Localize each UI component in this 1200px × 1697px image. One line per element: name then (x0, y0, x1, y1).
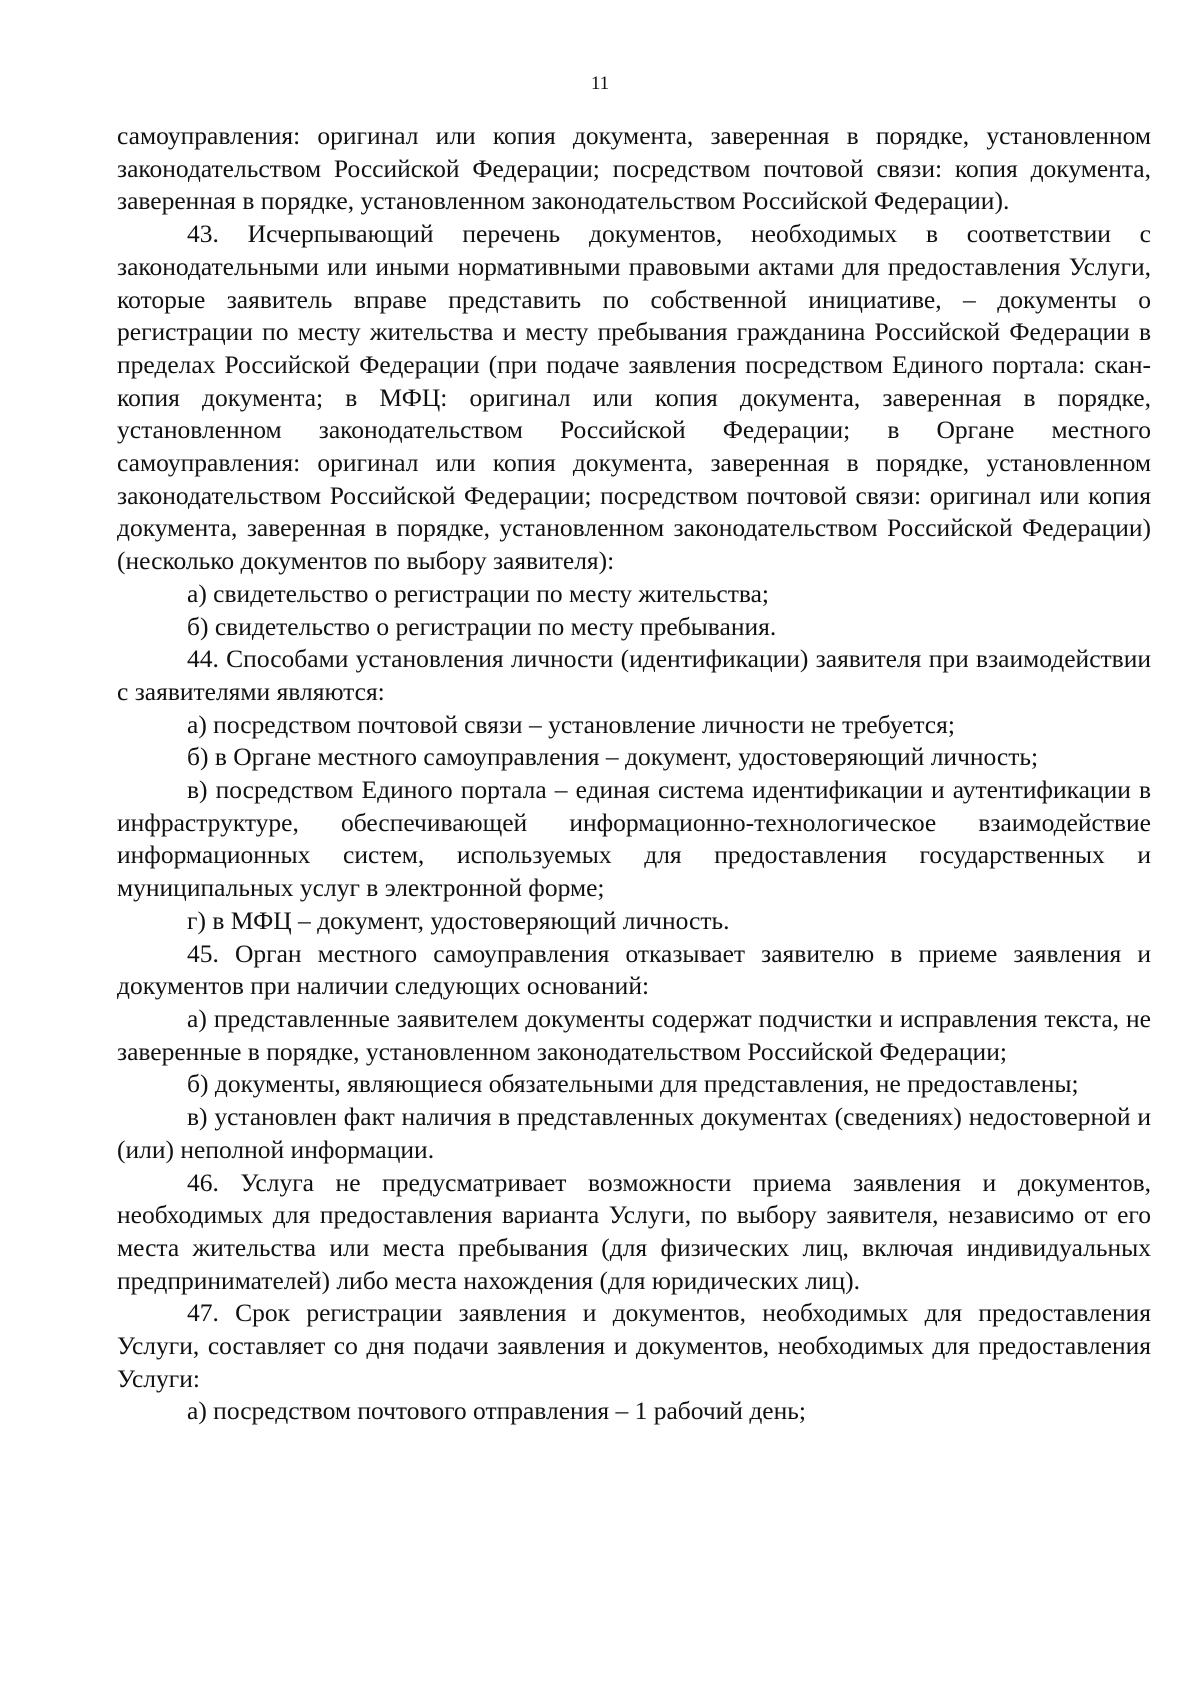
paragraph-item-44-a: а) посредством почтовой связи – установление личности не требуется; (187, 709, 955, 739)
paragraph-item-45-a: а) представленные заявителем документы содержат подчистки и исправления текста, не заверенные в порядке, установленном законодательством Российской Федерации; (117, 1003, 1151, 1066)
paragraph-item-43-b: б) свидетельство о регистрации по месту пребывания. (187, 611, 777, 641)
paragraph-item-45-v: в) установлен факт наличия в представленных документах (сведениях) недостоверной и (или) неполной информации. (117, 1102, 1151, 1164)
paragraph-item-45: 45. Орган местного самоуправления отказывает заявителю в приеме заявления и документов при наличии следующих оснований: (117, 938, 1151, 1001)
page-number: 11 (590, 73, 610, 94)
document-body (117, 120, 1151, 1428)
paragraph-item-47: 47. Срок регистрации заявления и документов, необходимых для предоставления Услуги, составляет со дня подачи заявления и документов, необходимых для предоставления Услуги: (117, 1298, 1151, 1393)
paragraph-item-44-b: б) в Органе местного самоуправления – документ, удостоверяющий личность; (187, 742, 1039, 772)
paragraph-item-44: 44. Способами установления личности (идентификации) заявителя при взаимодействии с заявителями являются: (117, 644, 1151, 706)
paragraph-item-44-g: г) в МФЦ – документ, удостоверяющий личность. (187, 905, 730, 935)
paragraph-item-47-a: а) посредством почтового отправления – 1 рабочий день; (187, 1396, 806, 1426)
paragraph-item-46: 46. Услуга не предусматривает возможности приема заявления и документов, необходимых для предоставления варианта Услуги, по выбору заявителя, независимо от его места жительства или места пребывания (для физических лиц, включая индивидуальных предпринимателей) либо места нахождения (для юридических лиц). (117, 1167, 1151, 1295)
paragraph-item-43: 43. Исчерпывающий перечень документов, необходимых в соответствии с законодательными или иными нормативными правовыми актами для предоставления Услуги, которые заявитель вправе представить по собственной инициативе, – документы о регистрации по месту жительства и месту пребывания гражданина Российской Федерации в пределах Российской Федерации (при подаче заявления посредством Единого портала: скан-копия документа; в МФЦ: оригинал или копия документа, заверенная в порядке, установленном законодательством Российской Федерации; в Органе местного самоуправления: оригинал или копия документа, заверенная в порядке, установленном законодательством Российской Федерации; посредством почтовой связи: оригинал или копия документа, заверенная в порядке, установленном законодательством Российской Федерации) (несколько документов по выбору заявителя): (117, 219, 1151, 576)
paragraph-continuation: самоуправления: оригинал или копия документа, заверенная в порядке, установленном законодательством Российской Федерации; посредством почтовой связи: копия документа, заверенная в порядке, установленном законодательством Российской Федерации). (117, 121, 1151, 216)
paragraph-item-43-a: а) свидетельство о регистрации по месту жительства; (187, 578, 769, 608)
paragraph-item-44-v: в) посредством Единого портала – единая система идентификации и аутентификации в инфраструктуре, обеспечивающей информационно-технологическое взаимодействие информационных систем, используемых для предоставления государственных и муниципальных услуг в электронной форме; (117, 775, 1151, 903)
paragraph-item-45-b: б) документы, являющиеся обязательными для представления, не предоставлены; (187, 1069, 1079, 1099)
